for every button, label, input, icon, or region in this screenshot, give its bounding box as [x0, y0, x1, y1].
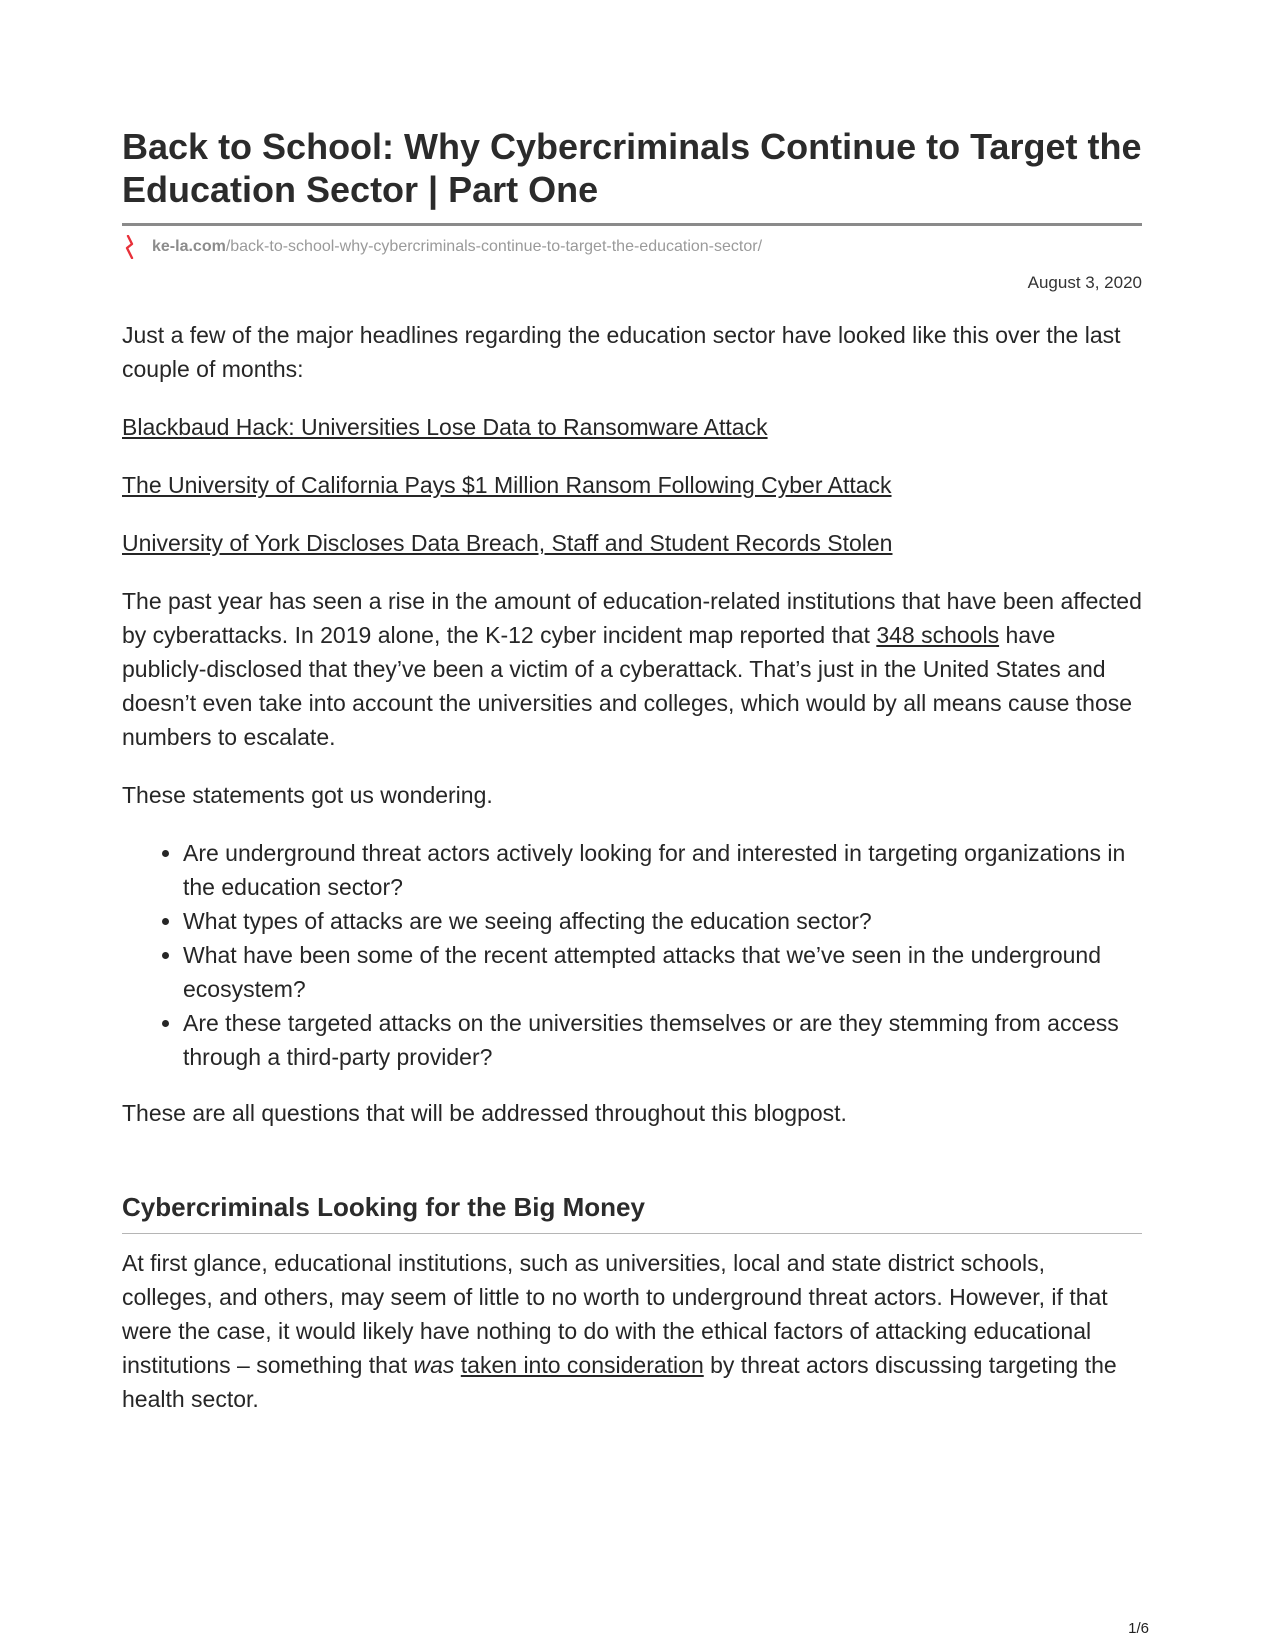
wondering-paragraph: These statements got us wondering. — [122, 782, 493, 808]
consideration-link[interactable]: taken into consideration — [460, 1352, 704, 1378]
big-money-paragraph — [122, 1246, 1142, 1416]
big-money-text-2: by threat actors discussing targeting the health sector. — [122, 1352, 1117, 1412]
intro-paragraph: Just a few of the major headlines regarding the education sector have looked like this over the last couple of months: — [122, 322, 1121, 382]
page-number: 1/6 — [1128, 1620, 1149, 1637]
list-item: • Are underground threat actors actively looking for and interested in targeting organizations in the education sector? — [183, 836, 1142, 904]
headline-link-item — [122, 526, 1142, 560]
list-item: • Are these targeted attacks on the universities themselves or are they stemming from access through a third-party provider? — [183, 1006, 1142, 1074]
article-page — [122, 125, 1142, 1416]
k12-text-before: The past year has seen a rise in the amount of education-related institutions that have been affected by cyberattacks. In 2019 alone, the K-12 cyber incident map reported that — [122, 588, 1142, 648]
section-heading: Cybercriminals Looking for the Big Money — [122, 1192, 645, 1222]
section-divider — [122, 1233, 1142, 1234]
k12-text-after: have publicly-disclosed that they’ve been a victim of a cyberattack. That’s just in the United States and doesn’t even take into account the universities and colleges, which would by all means cause those numbers to escalate. — [122, 622, 1133, 750]
k12-schools-link[interactable]: 348 schools — [876, 622, 1000, 648]
list-item: • What have been some of the recent attempted attacks that we’ve seen in the underground ecosystem? — [183, 938, 1142, 1006]
headline-link-blackbaud[interactable]: Blackbaud Hack: Universities Lose Data to Ransomware Attack — [122, 414, 768, 440]
title-divider — [122, 223, 1142, 226]
source-path[interactable]: /back-to-school-why-cybercriminals-continue-to-target-the-education-sector/ — [225, 238, 763, 255]
headline-link-item — [122, 468, 1142, 502]
kela-logo-icon — [122, 235, 142, 259]
questions-list — [122, 836, 1142, 1074]
list-item: • What types of attacks are we seeing affecting the education sector? — [183, 904, 1142, 938]
big-money-text-1: At first glance, educational institutions, such as universities, local and state district schools, colleges, and others, may seem of little to no worth to underground threat actors. However, if that were the case, it would likely have nothing to do with the ethical factors of attacking educational institutions – something that — [122, 1250, 1108, 1378]
publish-date: August 3, 2020 — [1027, 273, 1142, 292]
headline-link-item — [122, 410, 1142, 444]
source-url[interactable] — [122, 236, 1142, 258]
article-title: Back to School: Why Cybercriminals Continue to Target the Education Sector | Part One — [122, 126, 1142, 210]
summary-paragraph: These are all questions that will be addressed throughout this blogpost. — [122, 1100, 847, 1126]
headline-link-ucsf[interactable]: The University of California Pays $1 Million Ransom Following Cyber Attack — [122, 472, 892, 498]
headline-link-york[interactable]: University of York Discloses Data Breach, Staff and Student Records Stolen — [122, 530, 893, 556]
emphasis-was: was — [413, 1352, 455, 1378]
source-domain[interactable]: ke-la.com — [152, 238, 226, 255]
k12-paragraph — [122, 584, 1142, 754]
